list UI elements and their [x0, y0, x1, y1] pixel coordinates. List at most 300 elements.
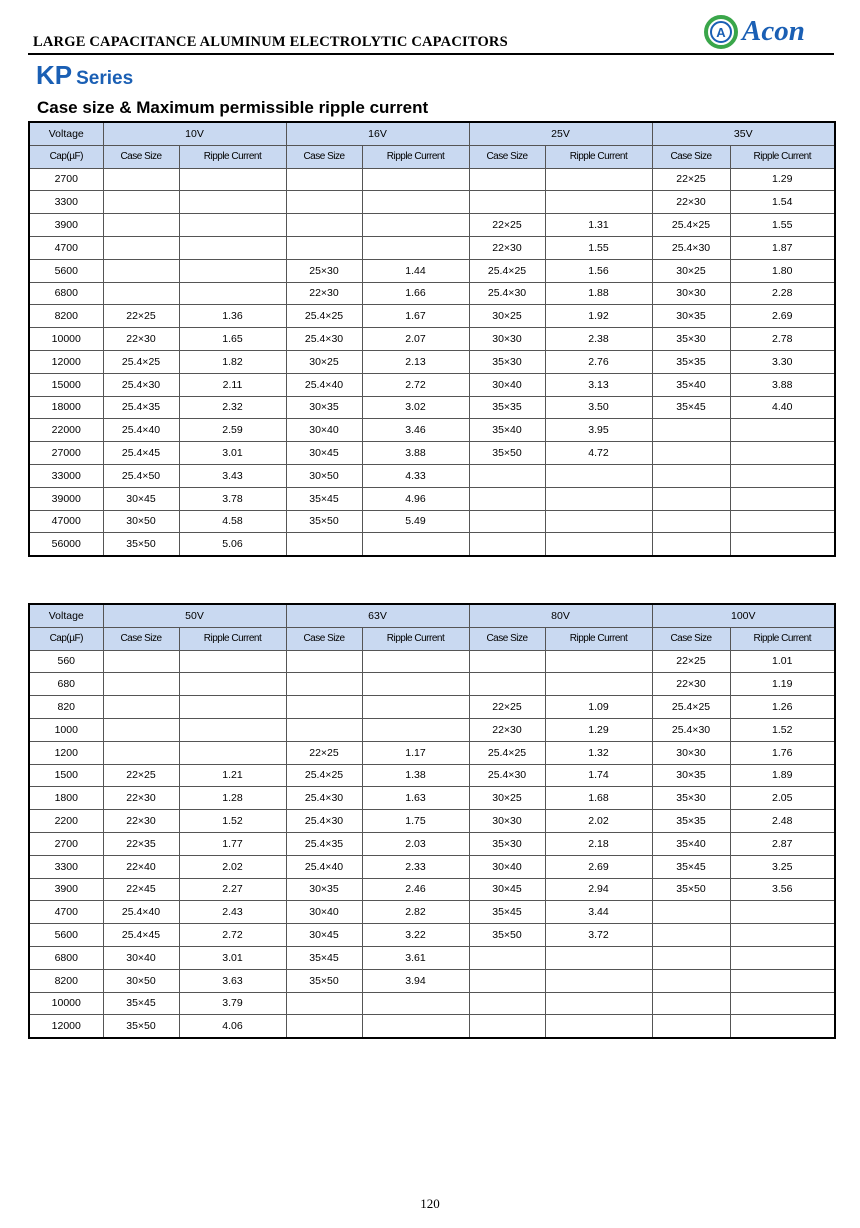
case-size-cell: 25.4×40	[103, 901, 179, 924]
case-size-cell	[103, 696, 179, 719]
case-size-cell: 35×35	[469, 396, 545, 419]
case-size-cell: 25.4×25	[286, 764, 362, 787]
ripple-current-cell: 3.46	[362, 419, 469, 442]
capacitance-cell: 2700	[29, 832, 103, 855]
case-size-cell: 22×25	[469, 214, 545, 237]
case-size-cell: 35×40	[652, 373, 730, 396]
ripple-current-cell: 3.01	[179, 946, 286, 969]
table-row	[29, 328, 835, 351]
case-size-cell	[286, 718, 362, 741]
ripple-current-cell: 1.29	[545, 718, 652, 741]
case-size-cell: 30×25	[652, 259, 730, 282]
ripple-current-cell	[362, 191, 469, 214]
ripple-current-cell	[730, 442, 835, 465]
svg-text:A: A	[716, 25, 726, 40]
case-size-cell	[652, 442, 730, 465]
case-size-cell: 22×25	[103, 764, 179, 787]
ripple-current-cell	[545, 1015, 652, 1038]
capacitance-cell: 4700	[29, 901, 103, 924]
ripple-current-cell: 2.82	[362, 901, 469, 924]
case-size-cell	[103, 191, 179, 214]
ripple-current-cell: 4.96	[362, 487, 469, 510]
case-size-cell	[469, 510, 545, 533]
ripple-current-cell: 1.75	[362, 810, 469, 833]
table-row	[29, 924, 835, 947]
case-size-cell: 30×50	[103, 510, 179, 533]
capacitance-cell: 1200	[29, 741, 103, 764]
capacitance-cell: 4700	[29, 236, 103, 259]
case-size-cell: 30×50	[103, 969, 179, 992]
section-title: Case size & Maximum permissible ripple current	[37, 98, 429, 117]
case-size-cell	[286, 191, 362, 214]
ripple-current-header: Ripple Current	[362, 145, 469, 168]
ripple-current-cell: 3.50	[545, 396, 652, 419]
case-size-cell: 35×45	[103, 992, 179, 1015]
capacitance-cell: 3300	[29, 191, 103, 214]
ripple-current-cell: 2.02	[545, 810, 652, 833]
table-row	[29, 855, 835, 878]
ripple-current-cell: 1.92	[545, 305, 652, 328]
case-size-cell: 22×40	[103, 855, 179, 878]
ripple-table-low-voltage	[28, 121, 836, 557]
ripple-current-cell	[730, 924, 835, 947]
ripple-current-cell	[362, 1015, 469, 1038]
table-row	[29, 696, 835, 719]
capacitance-cell: 1800	[29, 787, 103, 810]
ripple-current-cell: 3.44	[545, 901, 652, 924]
column-header-row	[29, 145, 835, 168]
ripple-current-cell	[730, 487, 835, 510]
case-size-cell: 30×25	[469, 305, 545, 328]
case-size-header: Case Size	[286, 145, 362, 168]
case-size-cell: 22×30	[286, 282, 362, 305]
case-size-cell	[652, 533, 730, 556]
case-size-cell: 25.4×25	[469, 741, 545, 764]
table-row	[29, 764, 835, 787]
capacitance-cell: 1500	[29, 764, 103, 787]
case-size-cell: 25.4×30	[469, 282, 545, 305]
ripple-current-cell: 2.32	[179, 396, 286, 419]
case-size-cell	[469, 946, 545, 969]
header-rule	[28, 53, 834, 55]
ripple-current-cell: 4.58	[179, 510, 286, 533]
case-size-cell: 35×30	[652, 328, 730, 351]
ripple-current-cell: 1.67	[362, 305, 469, 328]
ripple-current-cell	[179, 696, 286, 719]
case-size-cell: 35×45	[652, 396, 730, 419]
ripple-current-cell	[545, 650, 652, 673]
capacitance-cell: 15000	[29, 373, 103, 396]
ripple-current-cell	[179, 650, 286, 673]
ripple-current-header: Ripple Current	[179, 627, 286, 650]
series-label: Series	[76, 68, 134, 89]
ripple-current-cell: 3.30	[730, 350, 835, 373]
voltage-header: 16V	[286, 122, 469, 145]
ripple-table-high-voltage	[28, 603, 836, 1039]
case-size-cell: 35×30	[469, 350, 545, 373]
case-size-cell: 30×40	[286, 419, 362, 442]
case-size-header: Case Size	[469, 627, 545, 650]
ripple-current-cell	[179, 673, 286, 696]
case-size-cell	[103, 168, 179, 191]
ripple-current-cell: 1.21	[179, 764, 286, 787]
ripple-current-cell: 1.65	[179, 328, 286, 351]
ripple-current-cell	[730, 464, 835, 487]
case-size-cell: 25.4×40	[286, 373, 362, 396]
ripple-current-cell: 3.01	[179, 442, 286, 465]
case-size-cell: 35×50	[652, 878, 730, 901]
ripple-current-cell: 2.69	[730, 305, 835, 328]
case-size-cell: 35×45	[286, 946, 362, 969]
ripple-current-header: Ripple Current	[730, 145, 835, 168]
case-size-cell: 22×45	[103, 878, 179, 901]
voltage-header: 10V	[103, 122, 286, 145]
ripple-current-cell	[179, 236, 286, 259]
capacitance-cell: 10000	[29, 992, 103, 1015]
case-size-cell	[103, 650, 179, 673]
case-size-cell: 30×40	[103, 946, 179, 969]
case-size-cell: 30×45	[286, 924, 362, 947]
case-size-cell	[103, 214, 179, 237]
ripple-current-cell: 1.28	[179, 787, 286, 810]
table-row	[29, 464, 835, 487]
case-size-cell	[286, 673, 362, 696]
case-size-cell	[103, 259, 179, 282]
ripple-current-cell: 1.76	[730, 741, 835, 764]
ripple-current-cell	[362, 168, 469, 191]
table-row	[29, 282, 835, 305]
ripple-current-cell: 1.32	[545, 741, 652, 764]
capacitance-cell: 39000	[29, 487, 103, 510]
case-size-header: Case Size	[469, 145, 545, 168]
ripple-current-cell: 1.74	[545, 764, 652, 787]
case-size-cell: 30×35	[286, 396, 362, 419]
case-size-cell: 30×45	[286, 442, 362, 465]
ripple-current-cell	[362, 533, 469, 556]
table-row	[29, 832, 835, 855]
case-size-cell	[286, 1015, 362, 1038]
ripple-current-cell	[545, 464, 652, 487]
table-row	[29, 533, 835, 556]
ripple-current-cell	[362, 673, 469, 696]
ripple-current-cell: 3.02	[362, 396, 469, 419]
ripple-current-cell	[730, 992, 835, 1015]
capacitance-cell: 3300	[29, 855, 103, 878]
case-size-cell: 30×40	[469, 855, 545, 878]
case-size-cell: 30×30	[469, 810, 545, 833]
ripple-current-cell: 4.33	[362, 464, 469, 487]
case-size-cell: 25.4×30	[286, 328, 362, 351]
case-size-cell	[286, 236, 362, 259]
ripple-current-cell: 1.56	[545, 259, 652, 282]
capacitance-cell: 680	[29, 673, 103, 696]
case-size-cell: 22×35	[103, 832, 179, 855]
case-size-header: Case Size	[286, 627, 362, 650]
ripple-current-cell: 1.55	[730, 214, 835, 237]
ripple-current-cell: 2.43	[179, 901, 286, 924]
ripple-current-cell: 3.22	[362, 924, 469, 947]
table-row	[29, 259, 835, 282]
case-size-cell: 35×35	[652, 810, 730, 833]
case-size-cell: 25.4×25	[103, 350, 179, 373]
capacitance-cell: 8200	[29, 969, 103, 992]
case-size-cell	[286, 696, 362, 719]
ripple-current-cell: 1.55	[545, 236, 652, 259]
ripple-current-cell: 2.11	[179, 373, 286, 396]
table-row	[29, 510, 835, 533]
ripple-current-cell: 1.66	[362, 282, 469, 305]
ripple-current-cell: 1.36	[179, 305, 286, 328]
ripple-current-cell: 1.29	[730, 168, 835, 191]
table-row	[29, 191, 835, 214]
case-size-cell: 25.4×25	[652, 696, 730, 719]
case-size-cell: 30×25	[469, 787, 545, 810]
ripple-current-cell: 1.44	[362, 259, 469, 282]
ripple-current-cell: 1.26	[730, 696, 835, 719]
table-row	[29, 718, 835, 741]
ripple-current-cell	[730, 969, 835, 992]
ripple-current-cell	[545, 992, 652, 1015]
table-row	[29, 396, 835, 419]
ripple-current-cell: 1.17	[362, 741, 469, 764]
table-row	[29, 1015, 835, 1038]
ripple-current-cell: 2.72	[179, 924, 286, 947]
ripple-current-cell: 2.05	[730, 787, 835, 810]
capacitance-label: Cap(µF)	[29, 627, 103, 650]
ripple-current-cell: 2.72	[362, 373, 469, 396]
ripple-current-cell: 2.28	[730, 282, 835, 305]
voltage-header: 100V	[652, 604, 835, 627]
ripple-current-header: Ripple Current	[730, 627, 835, 650]
case-size-cell: 30×30	[469, 328, 545, 351]
capacitance-cell: 560	[29, 650, 103, 673]
case-size-cell	[469, 464, 545, 487]
case-size-cell: 25.4×25	[652, 214, 730, 237]
case-size-cell	[469, 673, 545, 696]
case-size-cell	[652, 901, 730, 924]
table-row	[29, 650, 835, 673]
ripple-current-cell: 1.80	[730, 259, 835, 282]
case-size-cell: 25.4×30	[469, 764, 545, 787]
case-size-cell	[652, 487, 730, 510]
case-size-cell	[652, 464, 730, 487]
case-size-header: Case Size	[652, 627, 730, 650]
case-size-cell	[103, 718, 179, 741]
ripple-current-cell: 3.25	[730, 855, 835, 878]
ripple-current-cell: 2.59	[179, 419, 286, 442]
ripple-current-cell	[545, 487, 652, 510]
ripple-current-cell: 1.38	[362, 764, 469, 787]
case-size-cell: 25.4×30	[286, 787, 362, 810]
table-row	[29, 442, 835, 465]
case-size-cell	[469, 650, 545, 673]
case-size-cell: 25.4×40	[103, 419, 179, 442]
case-size-cell: 30×35	[652, 764, 730, 787]
ripple-current-cell	[362, 650, 469, 673]
case-size-cell	[286, 214, 362, 237]
ripple-current-cell: 4.40	[730, 396, 835, 419]
case-size-cell	[286, 992, 362, 1015]
case-size-cell: 25.4×45	[103, 924, 179, 947]
ripple-current-cell	[730, 901, 835, 924]
ripple-current-cell: 1.68	[545, 787, 652, 810]
ripple-current-header: Ripple Current	[179, 145, 286, 168]
ripple-current-cell: 1.01	[730, 650, 835, 673]
ripple-current-cell: 2.87	[730, 832, 835, 855]
ripple-current-cell: 2.33	[362, 855, 469, 878]
case-size-cell: 25.4×35	[286, 832, 362, 855]
ripple-current-cell: 1.31	[545, 214, 652, 237]
case-size-header: Case Size	[103, 627, 179, 650]
series-code: KP	[36, 60, 73, 90]
ripple-current-cell: 3.95	[545, 419, 652, 442]
table-row	[29, 992, 835, 1015]
voltage-header: 25V	[469, 122, 652, 145]
ripple-current-header: Ripple Current	[545, 145, 652, 168]
ripple-current-cell	[545, 510, 652, 533]
table-row	[29, 214, 835, 237]
case-size-cell	[286, 650, 362, 673]
table-row	[29, 810, 835, 833]
capacitance-cell: 3900	[29, 878, 103, 901]
case-size-cell: 30×40	[469, 373, 545, 396]
ripple-current-cell: 4.06	[179, 1015, 286, 1038]
capacitance-cell: 6800	[29, 282, 103, 305]
case-size-cell: 22×25	[652, 168, 730, 191]
case-size-cell: 25.4×25	[469, 259, 545, 282]
case-size-cell	[103, 673, 179, 696]
case-size-cell: 25.4×45	[103, 442, 179, 465]
ripple-current-cell: 3.72	[545, 924, 652, 947]
ripple-current-cell: 2.48	[730, 810, 835, 833]
capacitance-label: Cap(µF)	[29, 145, 103, 168]
ripple-current-cell: 1.89	[730, 764, 835, 787]
case-size-cell	[652, 510, 730, 533]
page-header-title: LARGE CAPACITANCE ALUMINUM ELECTROLYTIC CAPACITORS	[33, 34, 508, 50]
table-row	[29, 419, 835, 442]
case-size-cell: 22×30	[103, 328, 179, 351]
case-size-cell: 35×40	[652, 832, 730, 855]
ripple-current-cell	[545, 673, 652, 696]
case-size-cell: 35×50	[286, 510, 362, 533]
ripple-current-cell	[545, 191, 652, 214]
capacitance-cell: 22000	[29, 419, 103, 442]
case-size-header: Case Size	[103, 145, 179, 168]
case-size-cell: 30×30	[652, 282, 730, 305]
logo-text: Acon	[742, 15, 805, 47]
ripple-current-cell: 2.18	[545, 832, 652, 855]
case-size-cell: 22×25	[652, 650, 730, 673]
ripple-current-cell: 1.52	[179, 810, 286, 833]
capacitance-cell: 27000	[29, 442, 103, 465]
case-size-cell	[469, 1015, 545, 1038]
case-size-cell: 25.4×25	[286, 305, 362, 328]
case-size-cell: 35×50	[469, 924, 545, 947]
table-row	[29, 305, 835, 328]
case-size-cell: 22×25	[469, 696, 545, 719]
ripple-current-cell: 2.76	[545, 350, 652, 373]
ripple-current-cell	[730, 510, 835, 533]
ripple-current-cell	[362, 236, 469, 259]
ripple-current-cell	[179, 259, 286, 282]
table-row	[29, 168, 835, 191]
voltage-header-row	[29, 604, 835, 627]
ripple-current-cell: 2.02	[179, 855, 286, 878]
case-size-cell	[286, 533, 362, 556]
table-row	[29, 741, 835, 764]
logo	[703, 13, 828, 51]
ripple-current-cell: 1.09	[545, 696, 652, 719]
case-size-cell	[469, 168, 545, 191]
ripple-current-cell	[730, 946, 835, 969]
ripple-current-cell	[545, 969, 652, 992]
case-size-cell	[652, 419, 730, 442]
ripple-current-cell: 2.07	[362, 328, 469, 351]
case-size-cell: 35×50	[103, 533, 179, 556]
voltage-header: 80V	[469, 604, 652, 627]
case-size-cell: 25.4×30	[652, 718, 730, 741]
case-size-cell: 30×30	[652, 741, 730, 764]
ripple-current-cell: 2.27	[179, 878, 286, 901]
ripple-current-cell: 2.38	[545, 328, 652, 351]
case-size-cell: 30×45	[469, 878, 545, 901]
case-size-cell	[469, 533, 545, 556]
series-title	[36, 60, 133, 91]
ripple-current-cell: 3.56	[730, 878, 835, 901]
ripple-current-cell: 5.06	[179, 533, 286, 556]
ripple-current-cell: 2.69	[545, 855, 652, 878]
ripple-current-cell: 1.19	[730, 673, 835, 696]
table-row	[29, 901, 835, 924]
case-size-cell: 25.4×40	[286, 855, 362, 878]
case-size-cell: 25×30	[286, 259, 362, 282]
ripple-current-cell	[362, 696, 469, 719]
capacitance-cell: 820	[29, 696, 103, 719]
ripple-current-header: Ripple Current	[362, 627, 469, 650]
case-size-cell: 35×45	[652, 855, 730, 878]
case-size-cell	[469, 487, 545, 510]
ripple-current-cell: 3.13	[545, 373, 652, 396]
case-size-cell: 35×35	[652, 350, 730, 373]
ripple-current-cell	[179, 214, 286, 237]
table-row	[29, 350, 835, 373]
capacitance-cell: 2200	[29, 810, 103, 833]
table-row	[29, 946, 835, 969]
case-size-cell: 22×25	[286, 741, 362, 764]
voltage-label: Voltage	[29, 122, 103, 145]
case-size-cell: 22×30	[469, 236, 545, 259]
capacitance-cell: 33000	[29, 464, 103, 487]
case-size-cell: 35×40	[469, 419, 545, 442]
capacitance-cell: 1000	[29, 718, 103, 741]
ripple-current-cell	[730, 1015, 835, 1038]
ripple-current-cell	[362, 992, 469, 1015]
case-size-cell: 30×35	[652, 305, 730, 328]
case-size-cell: 30×40	[286, 901, 362, 924]
capacitance-cell: 5600	[29, 259, 103, 282]
ripple-current-cell: 1.87	[730, 236, 835, 259]
case-size-cell: 30×45	[103, 487, 179, 510]
ripple-current-cell: 2.46	[362, 878, 469, 901]
ripple-current-cell: 3.88	[362, 442, 469, 465]
case-size-cell: 30×35	[286, 878, 362, 901]
case-size-cell: 22×30	[652, 191, 730, 214]
capacitance-cell: 8200	[29, 305, 103, 328]
table-row	[29, 878, 835, 901]
case-size-cell	[652, 992, 730, 1015]
case-size-cell: 35×50	[469, 442, 545, 465]
voltage-label: Voltage	[29, 604, 103, 627]
